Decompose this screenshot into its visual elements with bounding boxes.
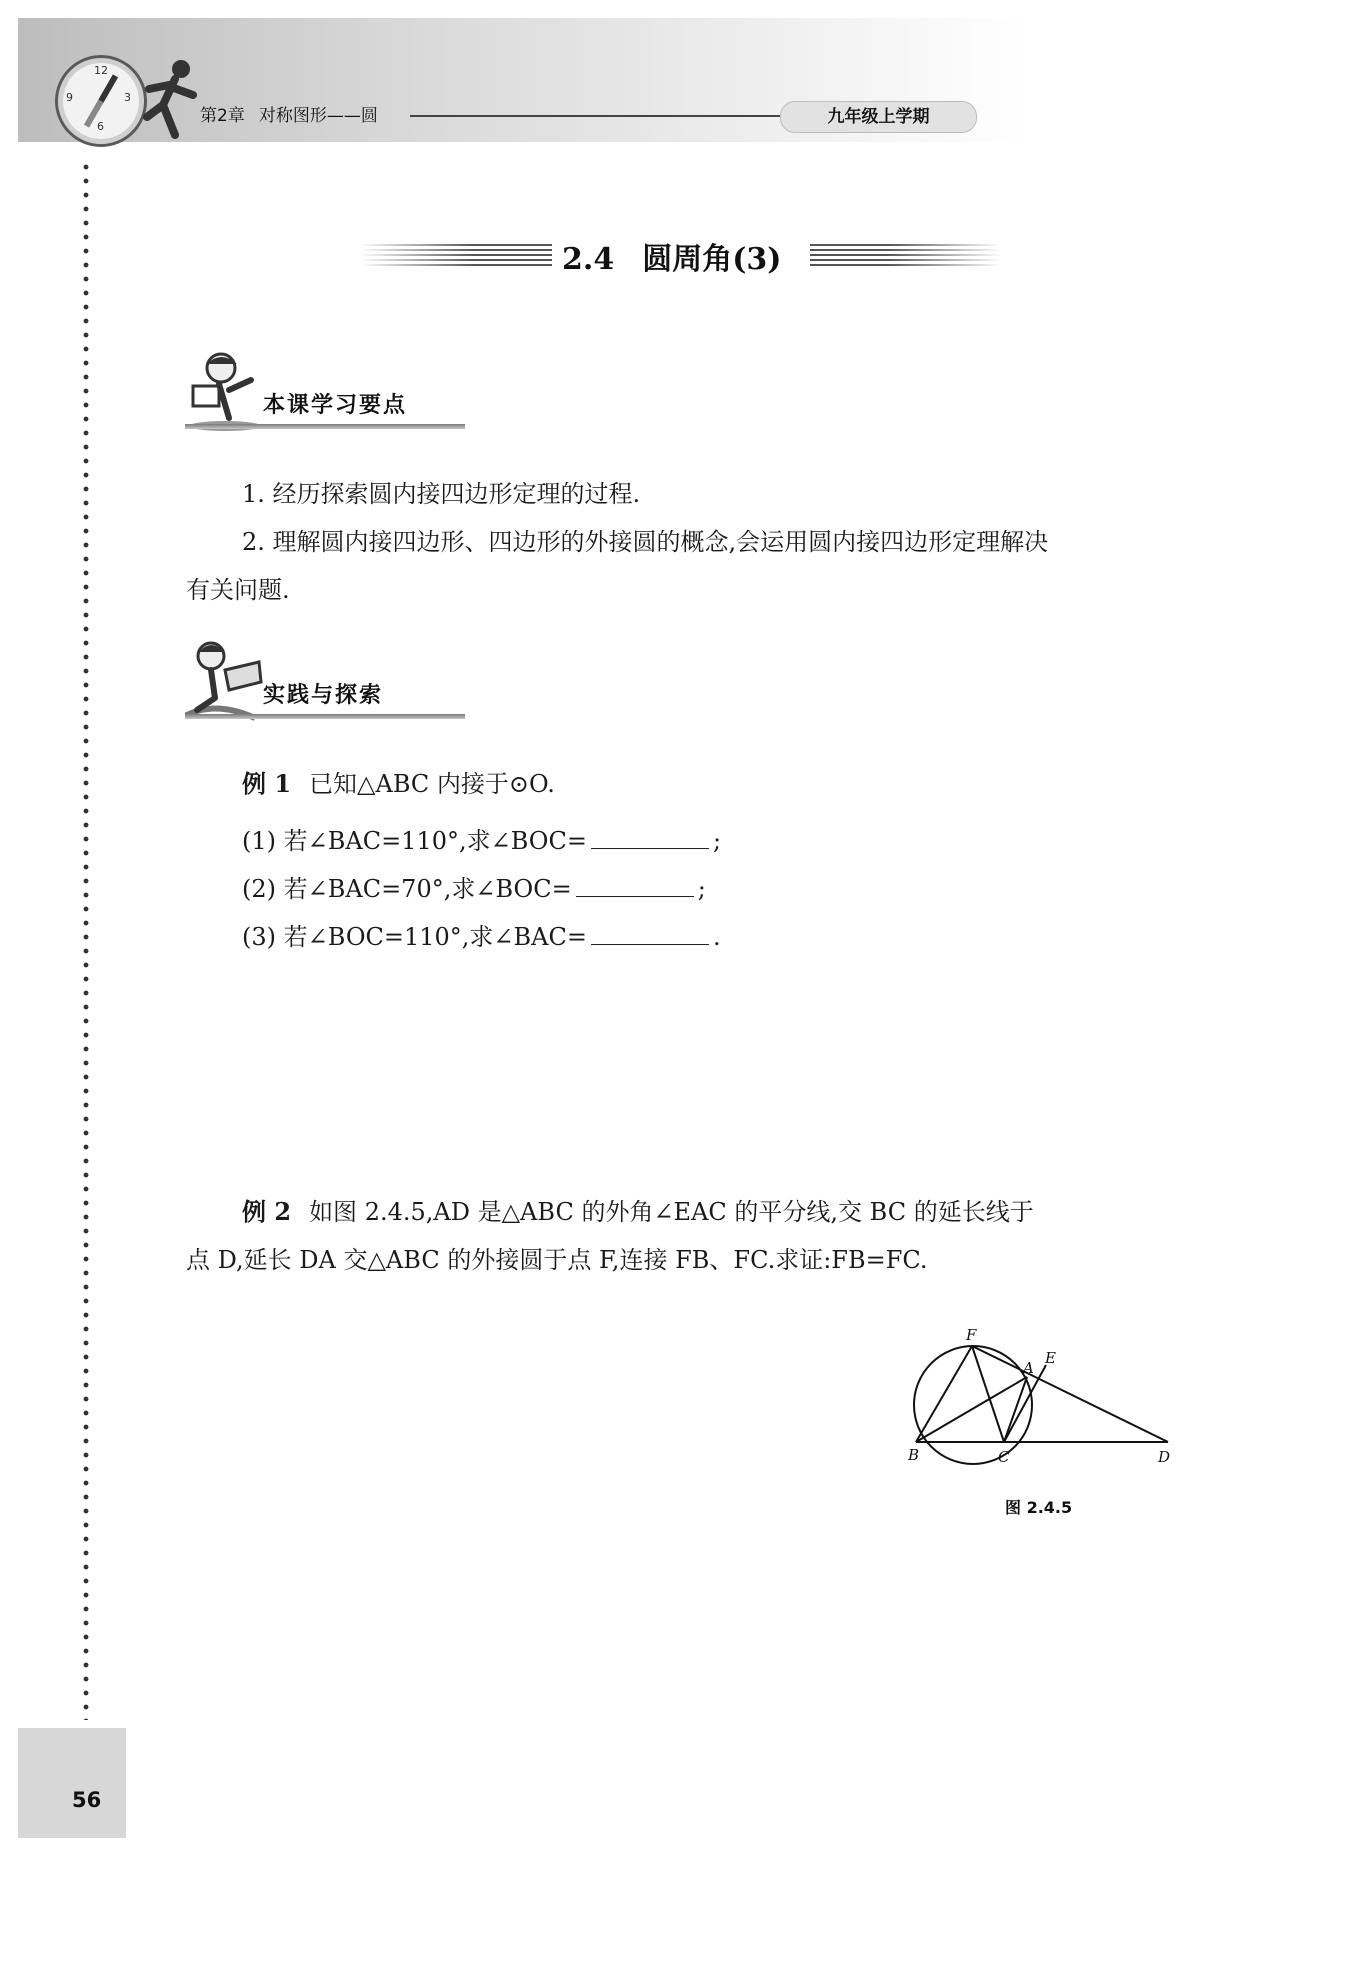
student-skateboard-icon xyxy=(185,640,263,722)
key-points-underline xyxy=(185,424,465,429)
example-1-item-3-text: (3) 若∠BOC=110°,求∠BAC= xyxy=(242,923,587,951)
segment-fd xyxy=(972,1346,1168,1442)
page-number: 56 xyxy=(72,1788,102,1812)
example-2-line-1 xyxy=(186,1188,1186,1236)
point-label-b: B xyxy=(908,1446,920,1464)
runner-icon xyxy=(135,55,205,140)
compass-icon xyxy=(55,55,147,147)
section-name: 圆周角(3) xyxy=(642,242,782,277)
example-1-item-3-end: . xyxy=(712,923,721,951)
example-1-item-3 xyxy=(242,918,721,955)
example-1-item-1-end: ; xyxy=(712,827,722,855)
practice-underline xyxy=(185,714,465,719)
compass-number-9: 9 xyxy=(66,91,73,104)
example-1-item-1 xyxy=(242,822,721,859)
compass-number-12: 12 xyxy=(94,64,108,77)
point-label-c: C xyxy=(998,1448,1010,1466)
practice-heading: 实践与探索 xyxy=(263,683,384,708)
circumcircle xyxy=(914,1346,1032,1464)
point-label-a: A xyxy=(1023,1359,1034,1377)
title-decoration-right xyxy=(810,244,1002,266)
key-points-badge xyxy=(185,350,465,450)
practice-badge xyxy=(185,640,465,740)
example-1-text: 已知△ABC 内接于⊙O. xyxy=(309,770,555,798)
example-1-item-2-text: (2) 若∠BAC=70°,求∠BOC= xyxy=(242,875,572,903)
header-rule xyxy=(410,115,780,117)
example-1-item-2-end: ; xyxy=(697,875,706,903)
answer-blank-1[interactable] xyxy=(591,822,709,849)
compass-number-6: 6 xyxy=(97,120,104,133)
geometry-figure xyxy=(900,1315,1180,1490)
example-1 xyxy=(186,760,1186,808)
page-number-box xyxy=(18,1728,126,1838)
key-points-heading: 本课学习要点 xyxy=(263,393,408,418)
example-2-text: 如图 2.4.5,AD 是△ABC 的外角∠EAC 的平分线,交 BC 的延长线于 xyxy=(309,1198,1034,1226)
example-2-label: 例 2 xyxy=(242,1197,292,1226)
key-point-2: 2. 理解圆内接四边形、四边形的外接圆的概念,会运用圆内接四边形定理解决 xyxy=(242,528,1049,556)
section-title xyxy=(562,234,781,278)
key-point-2-continued: 有关问题. xyxy=(186,576,290,604)
compass-number-3: 3 xyxy=(124,91,131,104)
section-number: 2.4 xyxy=(562,242,615,277)
point-label-f: F xyxy=(966,1326,977,1344)
chapter-title: 对称图形——圆 xyxy=(258,106,378,126)
example-1-item-1-text: (1) 若∠BAC=110°,求∠BOC= xyxy=(242,827,587,855)
figure-caption: 图 2.4.5 xyxy=(1005,1498,1073,1517)
key-point-1: 1. 经历探索圆内接四边形定理的过程. xyxy=(242,480,641,508)
example-1-item-2 xyxy=(242,870,706,907)
chapter-number: 第2章 xyxy=(200,106,245,126)
point-label-e: E xyxy=(1045,1349,1056,1367)
example-2-line-2: 点 D,延长 DA 交△ABC 的外接圆于点 F,连接 FB、FC.求证:FB=FC. xyxy=(186,1246,928,1274)
example-1-label: 例 1 xyxy=(242,769,292,798)
point-label-d: D xyxy=(1158,1448,1171,1466)
student-reading-icon xyxy=(185,350,263,432)
grade-badge: 九年级上学期 xyxy=(780,101,977,133)
answer-blank-2[interactable] xyxy=(576,870,694,897)
chapter-label xyxy=(200,101,378,126)
segment-fb xyxy=(916,1346,972,1442)
segment-ac xyxy=(1004,1377,1027,1442)
dotted-margin xyxy=(82,160,90,1720)
answer-blank-3[interactable] xyxy=(591,918,709,945)
title-decoration-left xyxy=(360,244,552,266)
